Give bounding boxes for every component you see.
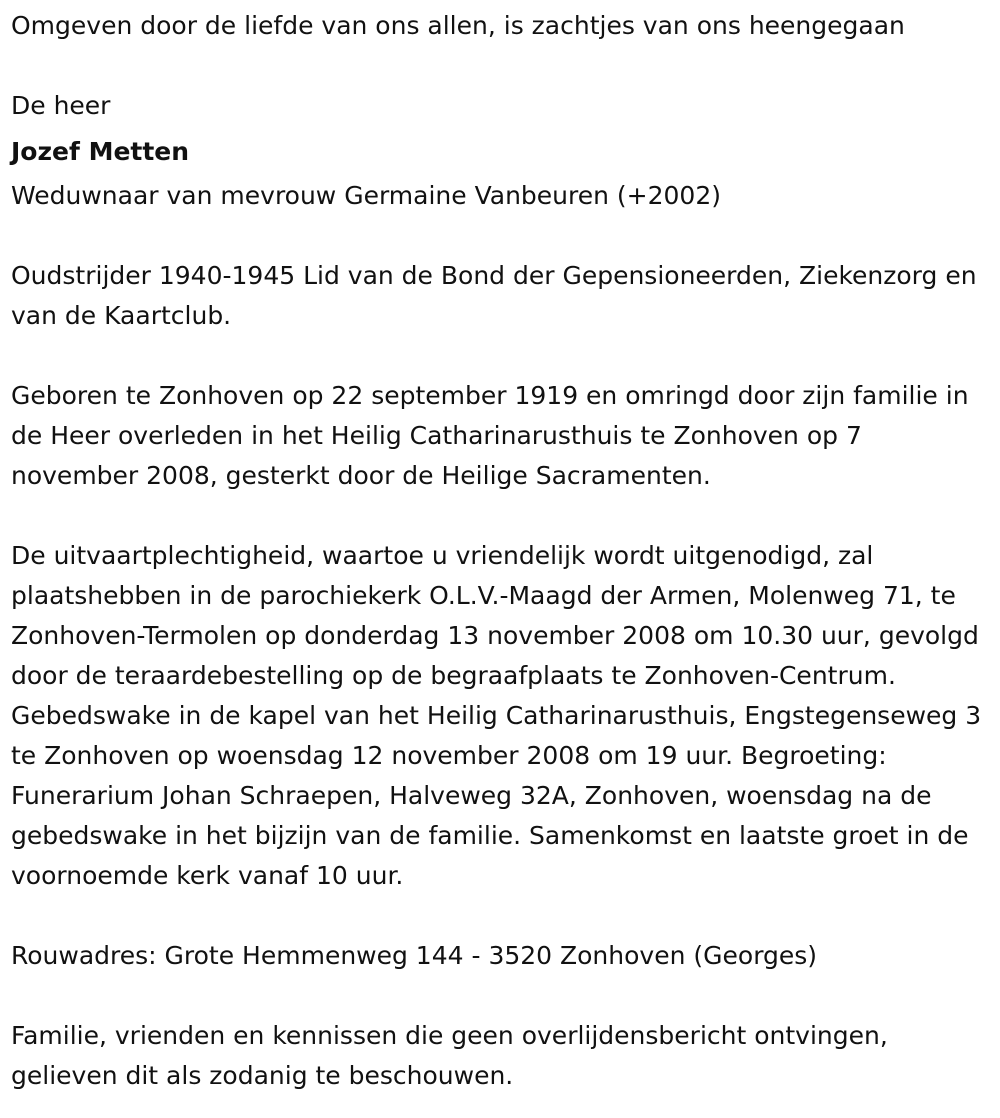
widower-text: Weduwnaar van mevrouw Germaine Vanbeuren (+2002): [11, 181, 721, 210]
spacer: [11, 336, 990, 376]
spacer: [11, 496, 990, 536]
intro-text: Omgeven door de liefde van ons allen, is zachtjes van ons heengegaan: [11, 11, 905, 40]
funeral-text: De uitvaartplechtigheid, waartoe u vriendelijk wordt uitgenodigd, zal plaatshebben in de parochiekerk O.L.V.-Maagd der Armen, Molenweg 71, te Zonhoven-Termolen op donderdag 13 november 2008 om 10.30 uur, gevolgd door de teraardebestelling op de begraafplaats te Zonhoven-Centrum. Gebedswake in de kapel van het Heilig Catharinarusthuis, Engstegenseweg 3 te Zonhoven op woensdag 12 november 2008 om 19 uur. Begroeting: Funerarium Johan Schraepen, Halveweg 32A, Zonhoven, woensdag na de gebedswake in het bijzijn van de familie. Samenkomst en laatste groet in de voornoemde kerk vanaf 10 uur.: [11, 541, 982, 890]
mourning-address: Rouwadres: Grote Hemmenweg 144 - 3520 Zonhoven (Georges): [11, 941, 818, 970]
spacer: [11, 216, 990, 256]
spacer: [11, 896, 990, 936]
spacer: [11, 976, 990, 1016]
birth-death-text: Geboren te Zonhoven op 22 september 1919 en omringd door zijn familie in de Heer overleden in het Heilig Catharinarusthuis te Zonhoven op 7 november 2008, gesterkt door de Heilige Sacramenten.: [11, 381, 969, 490]
deceased-name: Jozef Metten: [11, 137, 190, 166]
closing-text: Familie, vrienden en kennissen die geen overlijdensbericht ontvingen, gelieven dit als zodanig te beschouwen.: [11, 1021, 888, 1090]
spacer: [11, 46, 990, 86]
memberships-text: Oudstrijder 1940-1945 Lid van de Bond der Gepensioneerden, Ziekenzorg en van de Kaartclub.: [11, 261, 977, 330]
salutation: De heer: [11, 91, 111, 120]
